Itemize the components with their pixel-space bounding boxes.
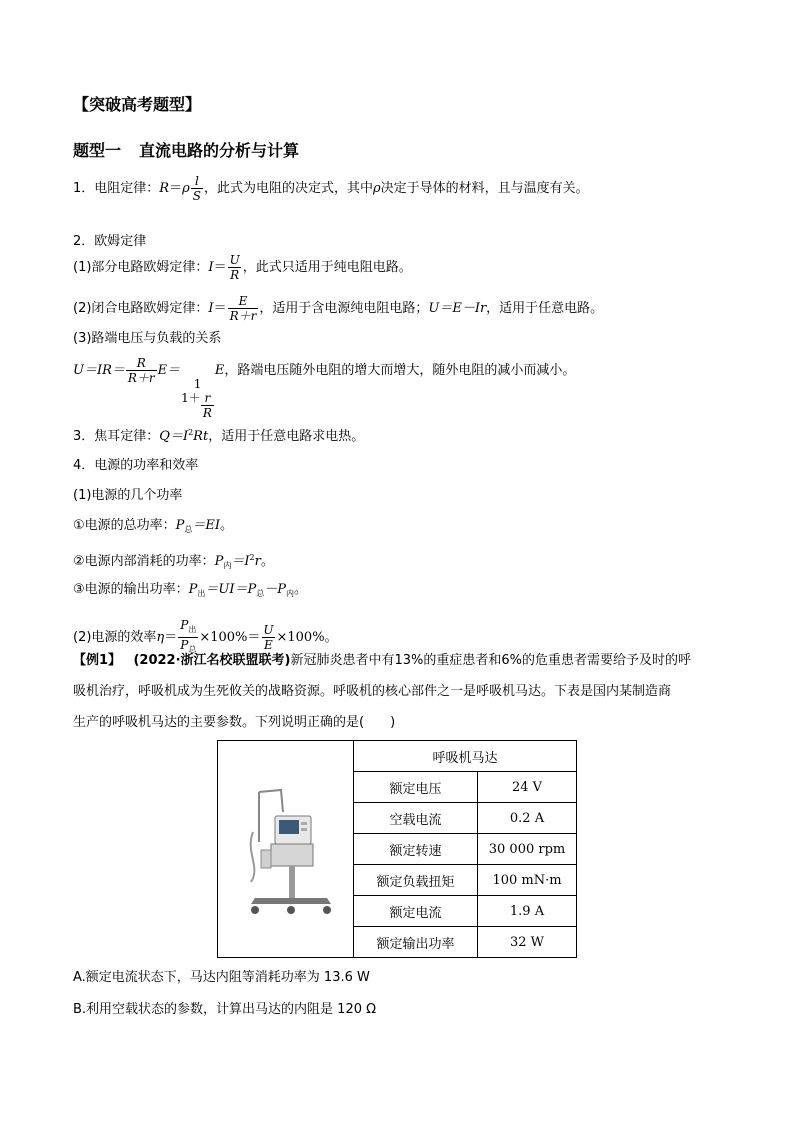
terminal-voltage-formula-line [73, 356, 575, 420]
superscript: 2 [249, 553, 255, 562]
ohm-law-heading: 2．欧姆定律 [73, 234, 147, 249]
formula-symbol: ×100%。 [276, 630, 338, 645]
subscript: 出 [197, 589, 206, 598]
fraction-numerator: R [136, 356, 146, 370]
fraction-denominator: R [202, 406, 212, 420]
spec-label: 额定电流 [354, 896, 478, 927]
formula-symbol: E＝ [157, 363, 181, 378]
subscript: 出 [188, 625, 197, 634]
option-b: B.利用空载状态的参数，计算出马达的内阻是 120 Ω [73, 1002, 377, 1017]
partial-ohm-law-line [73, 253, 412, 282]
formula-symbol: ＝ [164, 630, 178, 645]
power-types-heading: (1)电源的几个功率 [73, 488, 183, 503]
spec-value: 30 000 rpm [478, 834, 577, 865]
fraction-denominator: S [192, 189, 201, 203]
joule-formula: Rt [193, 429, 209, 444]
table-header: 呼吸机马达 [354, 741, 577, 772]
spec-value: 0.2 A [478, 803, 577, 834]
formula-symbol: ＝ [213, 301, 227, 316]
example-line-1 [73, 645, 723, 676]
formula-symbol: I [208, 301, 214, 316]
partial-ohm-text: ，此式只适用于纯电阻电路。 [242, 260, 412, 275]
formula-symbol: P [180, 638, 189, 652]
example-1 [73, 645, 723, 738]
nested-fraction [201, 391, 214, 420]
topic-heading [73, 138, 299, 161]
formula-symbol: ＝ [169, 181, 183, 196]
example-source: (2022·浙江名校联盟联考) [133, 653, 291, 668]
spec-label: 空载电流 [354, 803, 478, 834]
resistance-fraction [191, 174, 203, 203]
closed-ohm-label: (2)闭合电路欧姆定律： [73, 301, 209, 316]
terminal-voltage-heading: (3)路端电压与负载的关系 [73, 331, 222, 346]
formula-symbol: U＝IR＝ [73, 363, 125, 378]
subscript: 内 [223, 561, 232, 570]
option-a: A.额定电流状态下，马达内阻等消耗功率为 13.6 W [73, 970, 370, 985]
output-power-line [73, 582, 307, 602]
subscript: 总 [256, 589, 265, 598]
output-power-label: ③电源的输出功率： [73, 582, 189, 597]
inner-power-line [73, 550, 274, 574]
fraction-numerator: r [204, 391, 211, 405]
example-text: 新冠肺炎患者中有13%的重症患者和6%的危重患者需要给予及时的呼 [290, 653, 691, 668]
formula-symbol: E [214, 363, 225, 378]
formula-symbol: －P [264, 582, 286, 597]
subscript: 总 [188, 645, 197, 654]
terminal-voltage-text: ，路端电压随外电阻的增大而增大，随外电阻的减小而减小。 [224, 363, 576, 378]
fraction-numerator: U [229, 253, 240, 267]
spec-value: 1.9 A [478, 896, 577, 927]
power-efficiency-heading: 4．电源的功率和效率 [73, 458, 199, 473]
partial-ohm-label: (1)部分电路欧姆定律： [73, 260, 209, 275]
terminal-voltage-formula: U＝E－Ir [428, 301, 487, 316]
punctuation: 。 [260, 554, 274, 569]
closed-ohm-text: ，适用于任意电路。 [486, 301, 604, 316]
subscript: 内 [286, 589, 294, 598]
ventilator-image-cell [218, 741, 354, 958]
fraction-numerator: U [263, 623, 274, 637]
fraction-numerator [178, 618, 198, 637]
total-power-label: ①电源的总功率： [73, 518, 176, 533]
fraction-numerator: l [194, 174, 199, 188]
spec-value: 32 W [478, 927, 577, 958]
closed-ohm-law-line [73, 294, 603, 323]
resistance-law-text: ，此式为电阻的决定式，其中 [203, 181, 373, 196]
formula-symbol: P [214, 554, 224, 569]
formula-symbol: ＝UI＝P [205, 582, 257, 597]
punctuation: 。 [220, 518, 234, 533]
section-header: 【突破高考题型】 [73, 95, 202, 114]
joule-formula: Q＝I [159, 429, 189, 444]
fraction-denominator: 1＋ [181, 391, 201, 405]
fraction-denominator: R [230, 268, 240, 282]
formula-symbol: R [159, 181, 170, 196]
example-tag: 【例1】 [73, 653, 122, 668]
efficiency-label: (2)电源的效率 [73, 630, 157, 645]
closed-ohm-fraction [228, 294, 259, 323]
formula-symbol: ρ [373, 181, 381, 196]
formula-symbol: P [188, 582, 198, 597]
fraction-numerator: 1 [193, 377, 202, 391]
example-line-3: 生产的呼吸机马达的主要参数。下列说明正确的是( ) [73, 715, 396, 730]
spec-label: 额定输出功率 [354, 927, 478, 958]
joule-law-label: 3．焦耳定律： [73, 429, 160, 444]
spec-label: 额定转速 [354, 834, 478, 865]
subscript: 总 [184, 525, 193, 534]
example-line-2: 吸机治疗，呼吸机成为生死攸关的战略资源。呼吸机的核心部件之一是呼吸机马达。下表是国内某制造商 [73, 684, 672, 699]
voltage-fraction-1 [126, 356, 157, 385]
closed-ohm-text: ，适用于含电源纯电阻电路； [259, 301, 429, 316]
joule-law-text: ，适用于任意电路求电热。 [208, 429, 365, 444]
compound-denominator [181, 391, 214, 420]
formula-symbol: ρ [182, 181, 190, 196]
formula-symbol: η [156, 630, 165, 645]
topic-label: 题型一 [73, 141, 122, 160]
spec-label: 额定负载扭矩 [354, 865, 478, 896]
ventilator-motor-spec-table [217, 740, 577, 958]
formula-symbol: ＝I [231, 554, 250, 569]
fraction-numerator: E [238, 294, 248, 308]
formula-symbol: P [180, 618, 189, 632]
fraction-denominator: R＋r [127, 371, 155, 385]
formula-symbol: ＝EI [192, 518, 221, 533]
formula-symbol: I [208, 260, 214, 275]
formula-symbol: ×100%＝ [199, 630, 261, 645]
total-power-line [73, 518, 233, 538]
fraction-denominator: R＋r [229, 309, 257, 323]
superscript: 2 [188, 428, 194, 437]
topic-title: 直流电路的分析与计算 [139, 141, 300, 160]
resistance-law-label: 1．电阻定律： [73, 181, 160, 196]
voltage-fraction-2 [181, 377, 214, 420]
fraction-denominator: E [264, 638, 273, 652]
resistance-law-line [73, 174, 589, 203]
ventilator-image [231, 772, 341, 922]
spec-value: 100 mN·m [478, 865, 577, 896]
resistance-law-text: 决定于导体的材料，且与温度有关。 [380, 181, 589, 196]
joule-law-line [73, 425, 364, 445]
spec-label: 额定电压 [354, 772, 478, 803]
formula-symbol: P [175, 518, 185, 533]
table-row [218, 741, 577, 772]
spec-value: 24 V [478, 772, 577, 803]
partial-ohm-fraction [228, 253, 242, 282]
formula-symbol: r [254, 554, 261, 569]
punctuation: 。 [294, 582, 308, 597]
inner-power-label: ②电源内部消耗的功率： [73, 554, 215, 569]
formula-symbol: ＝ [213, 260, 227, 275]
